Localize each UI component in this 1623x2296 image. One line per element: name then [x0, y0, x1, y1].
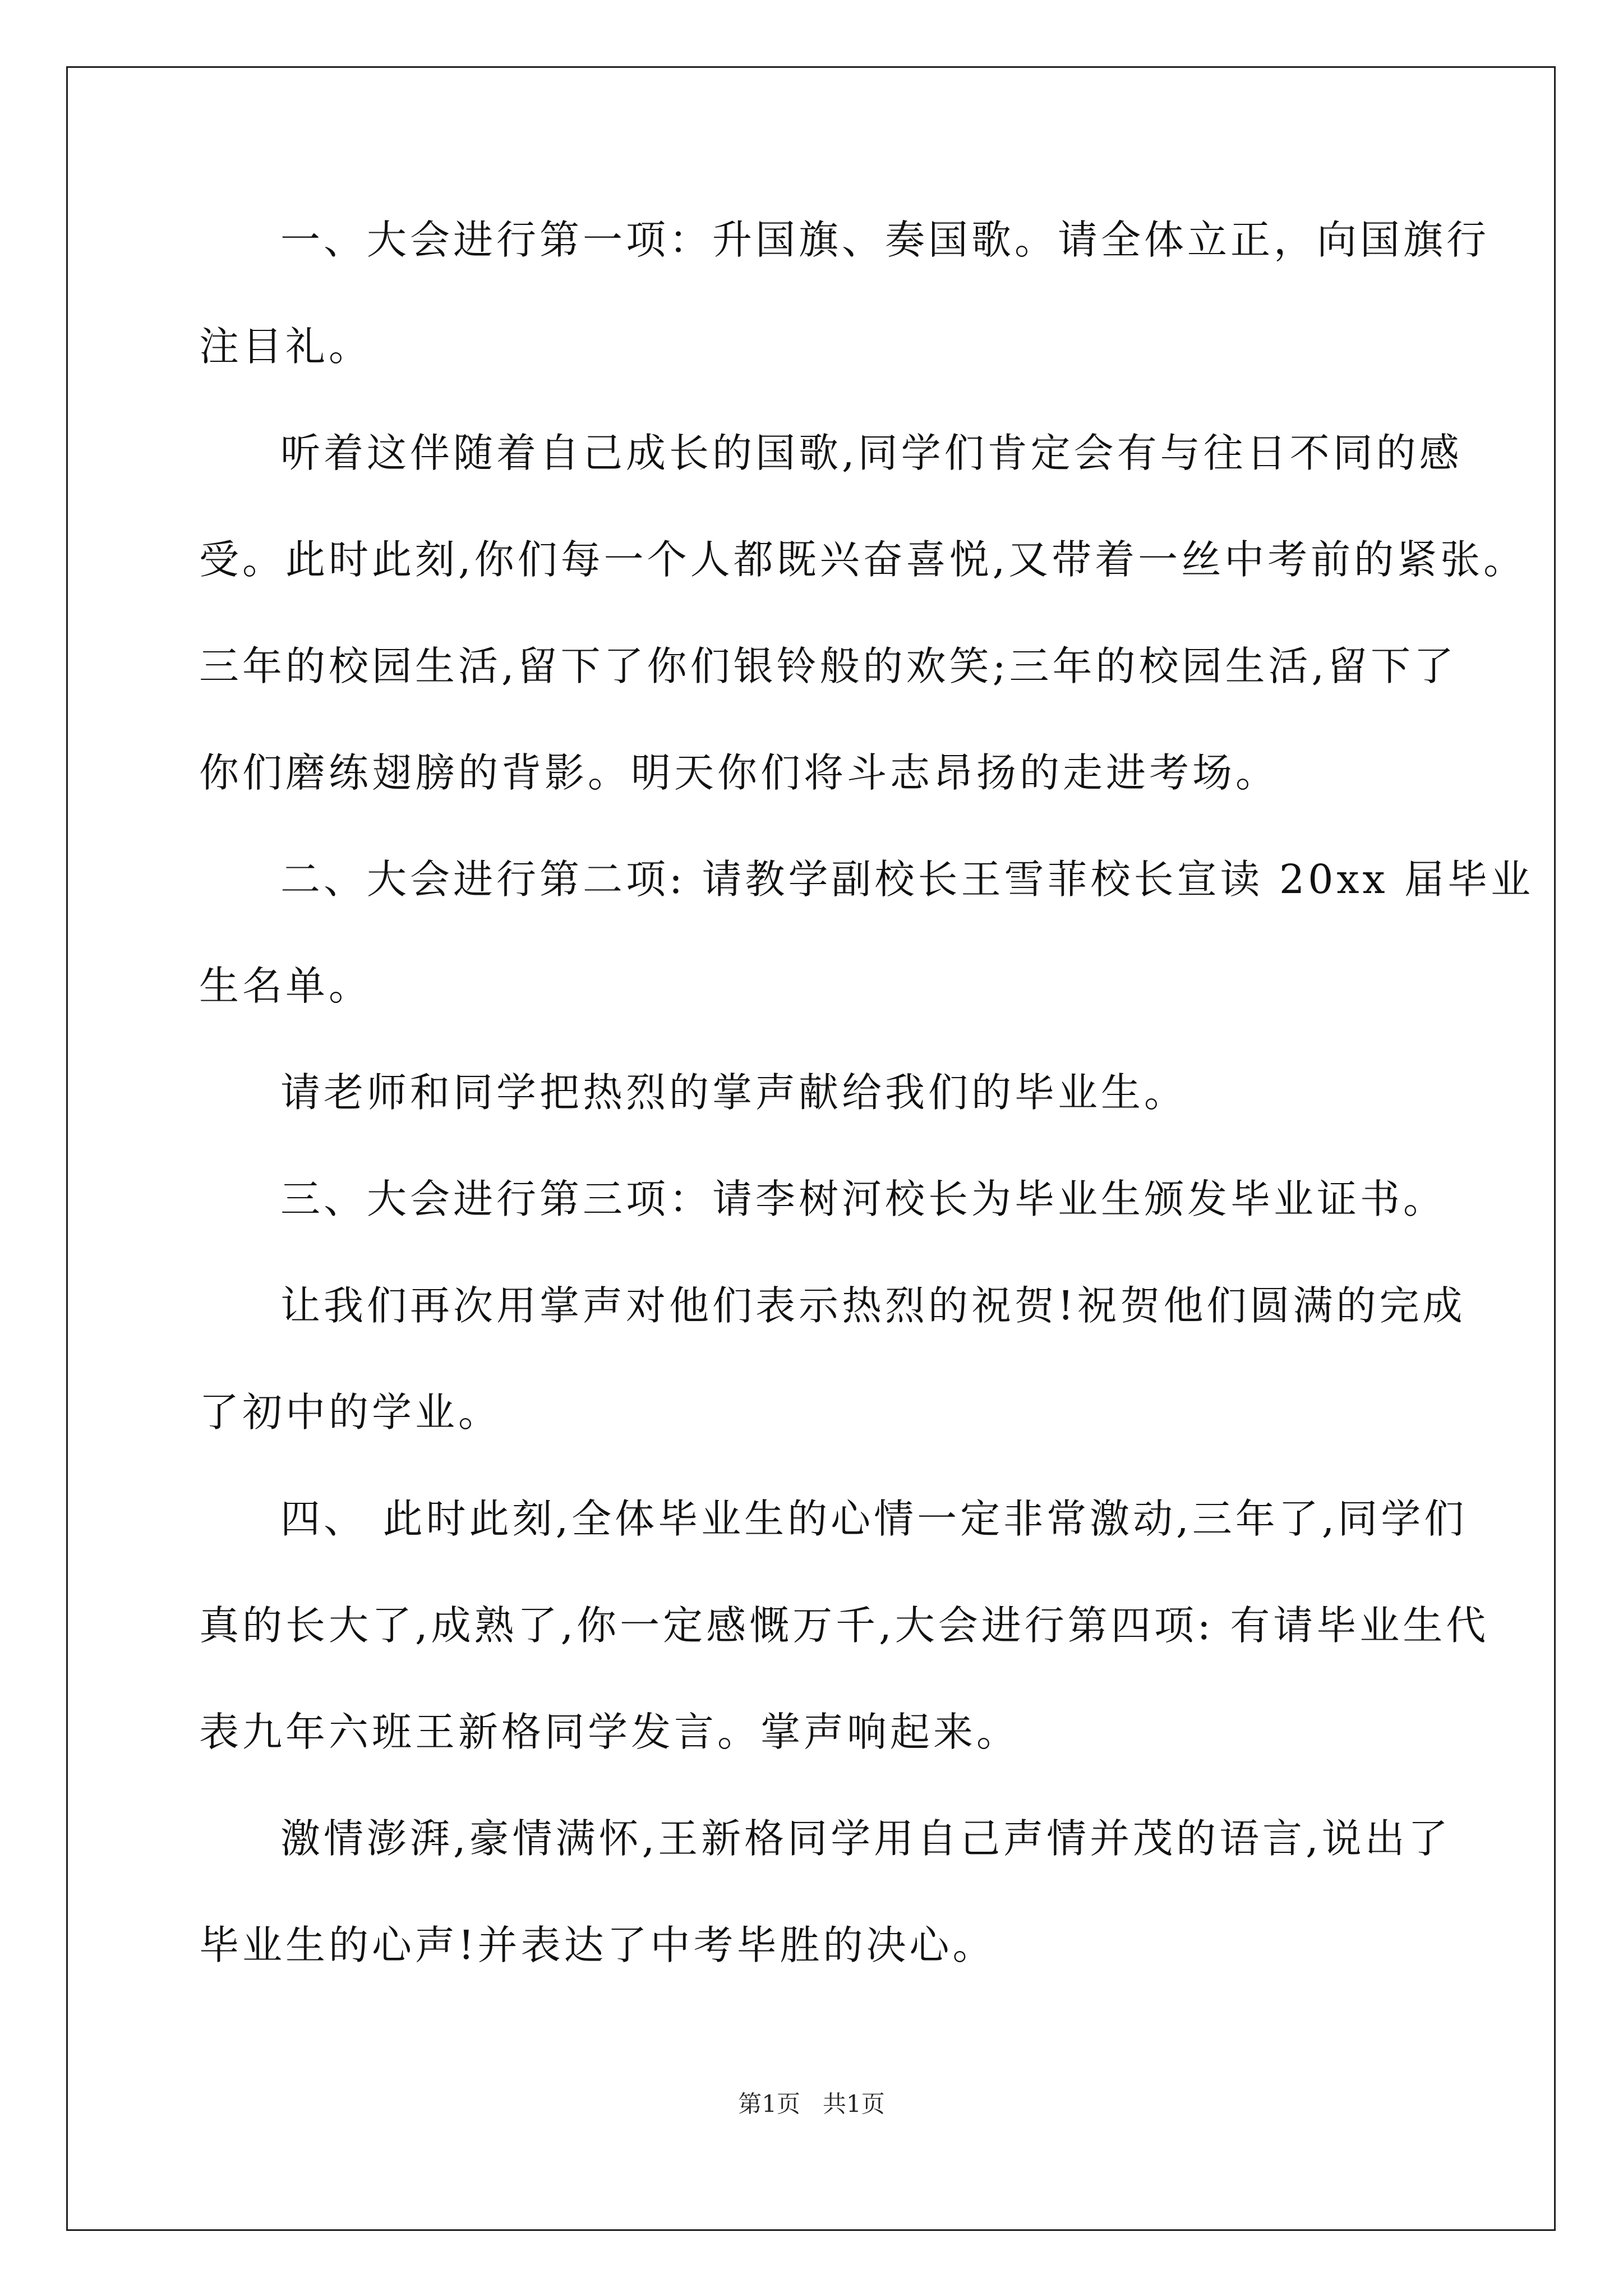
paragraph-line: 让我们再次用掌声对他们表示热烈的祝贺!祝贺他们圆满的完成: [280, 1282, 1466, 1329]
paragraph-line: 了初中的学业。: [199, 1389, 502, 1435]
paragraph-line: 真的长大了,成熟了,你一定感慨万千,大会进行第四项: 有请毕业生代: [199, 1602, 1490, 1649]
paragraph-line: 请老师和同学把热烈的掌声献给我们的毕业生。: [280, 1069, 1188, 1116]
paragraph-line: 受。此时此刻,你们每一个人都既兴奋喜悦,又带着一丝中考前的紧张。: [199, 536, 1527, 583]
paragraph-line: 你们磨练翅膀的背影。明天你们将斗志昂扬的走进考场。: [199, 749, 1279, 796]
paragraph-line: 表九年六班王新格同学发言。掌声响起来。: [199, 1709, 1020, 1755]
document-body: [199, 213, 1534, 2025]
paragraph-line: 听着这伴随着自己成长的国歌,同学们肯定会有与往日不同的感: [280, 430, 1463, 476]
paragraph-line: 二、大会进行第二项: 请教学副校长王雪菲校长宣读 20xx 届毕业: [280, 856, 1534, 903]
paragraph-line: 四、 此时此刻,全体毕业生的心情一定非常激动,三年了,同学们: [280, 1496, 1468, 1542]
page-total: 共1页: [823, 2090, 885, 2118]
paragraph-line: 一、大会进行第一项：升国旗、奏国歌。请全体立正，向国旗行: [280, 217, 1490, 263]
paragraph-line: 激情澎湃,豪情满怀,王新格同学用自己声情并茂的语言,说出了: [280, 1815, 1451, 1862]
page-footer: [0, 2086, 1623, 2119]
paragraph-line: 三、大会进行第三项：请李树河校长为毕业生颁发毕业证书。: [280, 1176, 1447, 1222]
paragraph-line: 生名单。: [199, 963, 372, 1009]
paragraph-line: 三年的校园生活,留下了你们银铃般的欢笑;三年的校园生活,留下了: [199, 643, 1458, 689]
paragraph-line: 注目礼。: [199, 323, 372, 370]
page-number: 第1页: [738, 2090, 800, 2118]
paragraph-line: 毕业生的心声!并表达了中考毕胜的决心。: [199, 1922, 996, 1968]
